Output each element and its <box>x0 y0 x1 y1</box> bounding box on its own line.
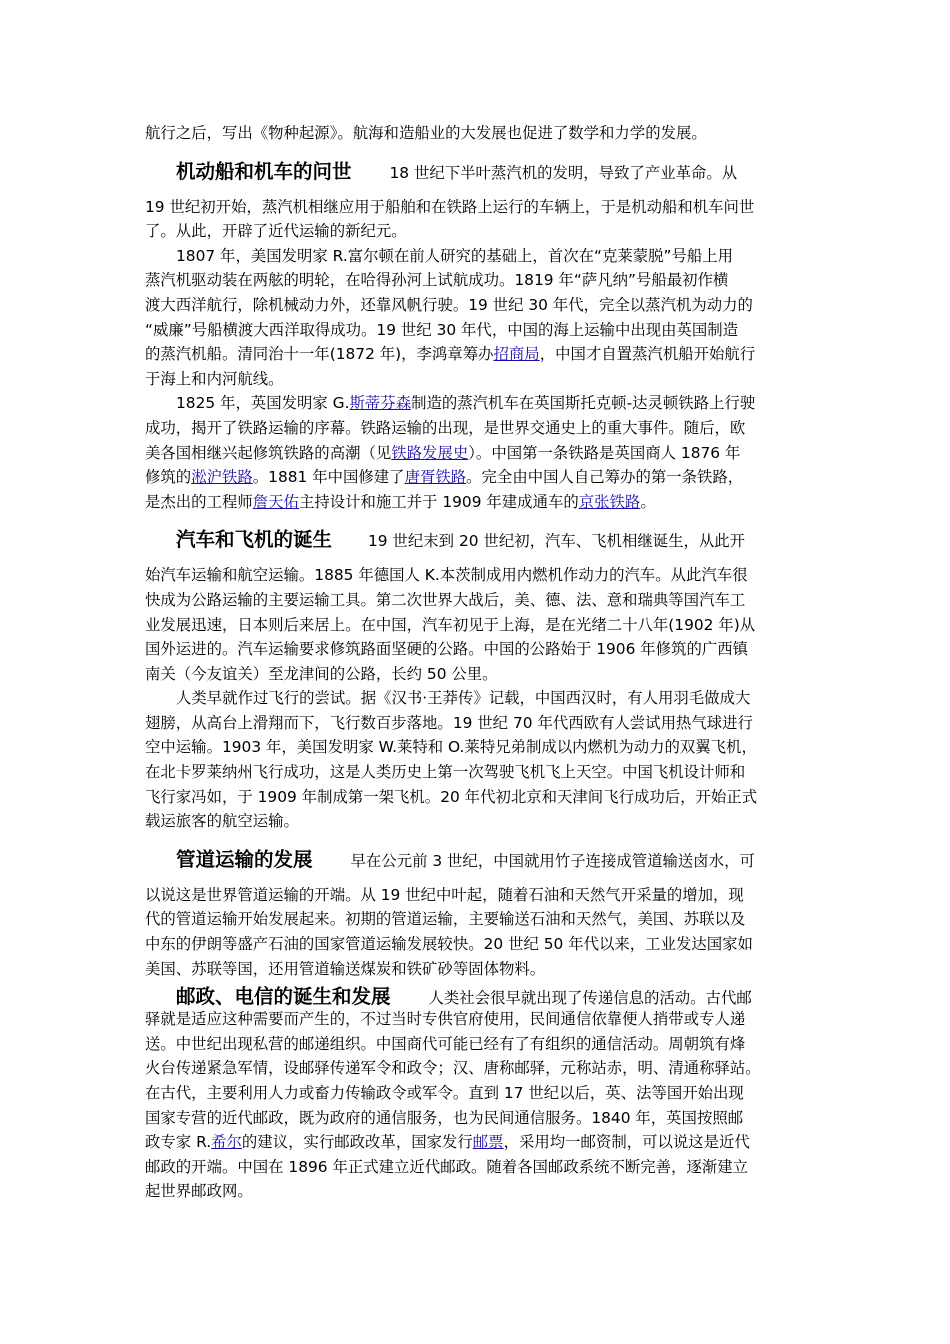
paragraph-line <box>145 1130 808 1155</box>
paragraph-line: 人类早就作过飞行的尝试。据《汉书·王莽传》记载，中国西汉时，有人用羽毛做成大 <box>176 689 751 708</box>
paragraph-line: 快成为公路运输的主要运输工具。第二次世界大战后，美、德、法、意和瑞典等国汽车工 <box>145 590 746 609</box>
paragraph-text: 18 世纪下半叶蒸汽机的发明，导致了产业革命。从 <box>389 163 738 182</box>
paragraph-line: 始汽车运输和航空运输。1885 年德国人 K.本茨制成用内燃机作动力的汽车。从此汽车很 <box>145 566 748 585</box>
paragraph-line <box>145 490 808 515</box>
paragraph-text: 美各国相继兴起修筑铁路的高潮（见 <box>145 443 392 462</box>
paragraph-line: 1807 年，美国发明家 R.富尔顿在前人研究的基础上，首次在“克莱蒙脱”号船上用 <box>176 246 734 265</box>
paragraph-text: ，采用均一邮资制，可以说这是近代 <box>503 1133 750 1152</box>
paragraph-line <box>145 441 808 466</box>
link-railway-history[interactable]: 铁路发展史 <box>391 443 469 462</box>
paragraph-text: 人类社会很早就出现了传递信息的活动。古代邮 <box>428 989 752 1008</box>
paragraph-line: 中东的伊朗等盛产石油的国家管道运输发展较快。20 世纪 50 年代以来，工业发达国家如 <box>145 935 753 954</box>
paragraph-text: 是杰出的工程师 <box>145 492 253 511</box>
paragraph-line: 蒸汽机驱动装在两舷的明轮，在哈得孙河上试航成功。1819 年“萨凡纳”号船最初作横 <box>145 271 729 290</box>
link-zhaoshangju[interactable]: 招商局 <box>493 345 540 364</box>
section-heading-row <box>145 844 808 874</box>
paragraph-text: 早在公元前 3 世纪，中国就用竹子连接成管道输送卤水，可 <box>350 851 755 870</box>
section-heading: 邮政、电信的诞生和发展 <box>176 985 391 1009</box>
paragraph-text: 。1881 年中国修建了 <box>252 468 405 487</box>
paragraph-line: 以说这是世界管道运输的开端。从 19 世纪中叶起，随着石油和天然气开采量的增加，现 <box>145 885 744 904</box>
paragraph-line: 渡大西洋航行，除机械动力外，还靠风帆行驶。19 世纪 30 年代，完全以蒸汽机为动力的 <box>145 295 753 314</box>
paragraph-line <box>145 342 808 367</box>
paragraph-text: 1825 年，英国发明家 G. <box>176 394 350 413</box>
document-page <box>145 121 808 1204</box>
paragraph-line: 于海上和内河航线。 <box>145 369 284 388</box>
section-heading: 汽车和飞机的诞生 <box>176 528 333 552</box>
paragraph-text: 主持设计和施工并于 1909 年建成通车的 <box>298 492 579 511</box>
link-songhu-railway[interactable]: 淞沪铁路 <box>191 468 253 487</box>
paragraph-line: 翅膀，从高台上滑翔而下，飞行数百步落地。19 世纪 70 年代西欧有人尝试用热气球进行 <box>145 713 753 732</box>
paragraph-line: 美国、苏联等国，还用管道输送煤炭和铁矿砂等固体物料。 <box>145 959 546 978</box>
section-heading-row <box>145 981 808 1007</box>
link-stephenson[interactable]: 斯蒂芬森 <box>349 394 412 413</box>
paragraph-text: 政专家 R. <box>145 1133 212 1152</box>
link-hill[interactable]: 希尔 <box>211 1133 242 1152</box>
paragraph-text: 。 <box>640 492 656 511</box>
link-stamp[interactable]: 邮票 <box>472 1133 504 1152</box>
paragraph-text: 修筑的 <box>145 468 192 487</box>
paragraph-line: 在古代，主要利用人力或畜力传输政令或军令。直到 17 世纪以后，英、法等国开始出现 <box>145 1084 744 1102</box>
paragraph-line: 起世界邮政网。 <box>145 1182 253 1201</box>
paragraph-line: 19 世纪初开始，蒸汽机相继应用于船舶和在铁路上运行的车辆上，于是机动船和机车问世 <box>145 197 755 216</box>
section-heading-row <box>145 524 808 554</box>
paragraph-text: 的蒸汽机船。清同治十一年(1872 年)，李鸿章筹办 <box>145 345 494 364</box>
paragraph-line: 火台传递紧急军情，设邮驿传递军令和政令；汉、唐称邮驿，元称站赤，明、清通称驿站。 <box>145 1059 761 1078</box>
paragraph-line: 航行之后，写出《物种起源》。航海和造船业的大发展也促进了数学和力学的发展。 <box>145 124 707 142</box>
paragraph-line: 代的管道运输开始发展起来。初期的管道运输，主要输送石油和天然气，美国、苏联以及 <box>145 910 746 929</box>
paragraph-line: 国家专营的近代邮政，既为政府的通信服务，也为民间通信服务。1840 年，英国按照邮 <box>145 1108 744 1127</box>
link-tangxu-railway[interactable]: 唐胥铁路 <box>404 468 467 487</box>
paragraph-line: 成功，揭开了铁路运输的序幕。铁路运输的出现，是世界交通史上的重大事件。随后，欧 <box>145 418 746 437</box>
paragraph-line: 业发展迅速，日本则后来居上。在中国，汽车初见于上海，是在光绪二十八年(1902 年)从 <box>145 615 756 634</box>
link-jingzhang-railway[interactable]: 京张铁路 <box>578 492 641 511</box>
paragraph-text: 制造的蒸汽机车在英国斯托克顿-达灵顿铁路上行驶 <box>411 394 756 413</box>
paragraph-line <box>145 465 808 490</box>
paragraph-line: 邮政的开端。中国在 1896 年正式建立近代邮政。随着各国邮政系统不断完善，逐渐建立 <box>145 1157 749 1176</box>
paragraph-line: 了。从此，开辟了近代运输的新纪元。 <box>145 222 407 241</box>
paragraph-line: 载运旅客的航空运输。 <box>145 812 299 831</box>
paragraph-line: 空中运输。1903 年，美国发明家 W.莱特和 O.莱特兄弟制成以内燃机为动力的双翼飞机， <box>145 738 757 757</box>
paragraph-line <box>145 391 808 416</box>
paragraph-text: 的建议，实行邮政改革，国家发行 <box>241 1133 473 1152</box>
paragraph-line: 在北卡罗莱纳州飞行成功，这是人类历史上第一次驾驶飞机飞上天空。中国飞机设计师和 <box>145 763 746 782</box>
paragraph-text: ）。中国第一条铁路是英国商人 1876 年 <box>468 443 741 462</box>
paragraph-line: 国外运进的。汽车运输要求修筑路面坚硬的公路。中国的公路始于 1906 年修筑的广西镇 <box>145 640 749 659</box>
section-heading: 管道运输的发展 <box>176 847 313 871</box>
section-heading-row <box>145 156 808 186</box>
paragraph-text: 。完全由中国人自己筹办的第一条铁路， <box>466 468 744 487</box>
paragraph-line: 南关（今友谊关）至龙津间的公路，长约 50 公里。 <box>145 664 498 683</box>
paragraph-line: 送。中世纪出现私营的邮递组织。中国商代可能已经有了有组织的通信活动。周朝筑有烽 <box>145 1034 746 1053</box>
link-zhan-tianyou[interactable]: 詹天佑 <box>252 492 299 511</box>
paragraph-text: ，中国才自置蒸汽机船开始航行 <box>539 345 756 364</box>
paragraph-line: “威廉”号船横渡大西洋取得成功。19 世纪 30 年代，中国的海上运输中出现由英国制造 <box>145 320 739 339</box>
paragraph-line: 飞行家冯如，于 1909 年制成第一架飞机。20 年代初北京和天津间飞行成功后，开始正式 <box>145 787 758 806</box>
paragraph-line: 驿就是适应这种需要而产生的，不过当时专供官府使用，民间通信依靠便人捎带或专人递 <box>145 1010 746 1029</box>
paragraph-text: 19 世纪末到 20 世纪初，汽车、飞机相继诞生，从此开 <box>368 532 746 551</box>
section-heading: 机动船和机车的问世 <box>176 159 352 183</box>
